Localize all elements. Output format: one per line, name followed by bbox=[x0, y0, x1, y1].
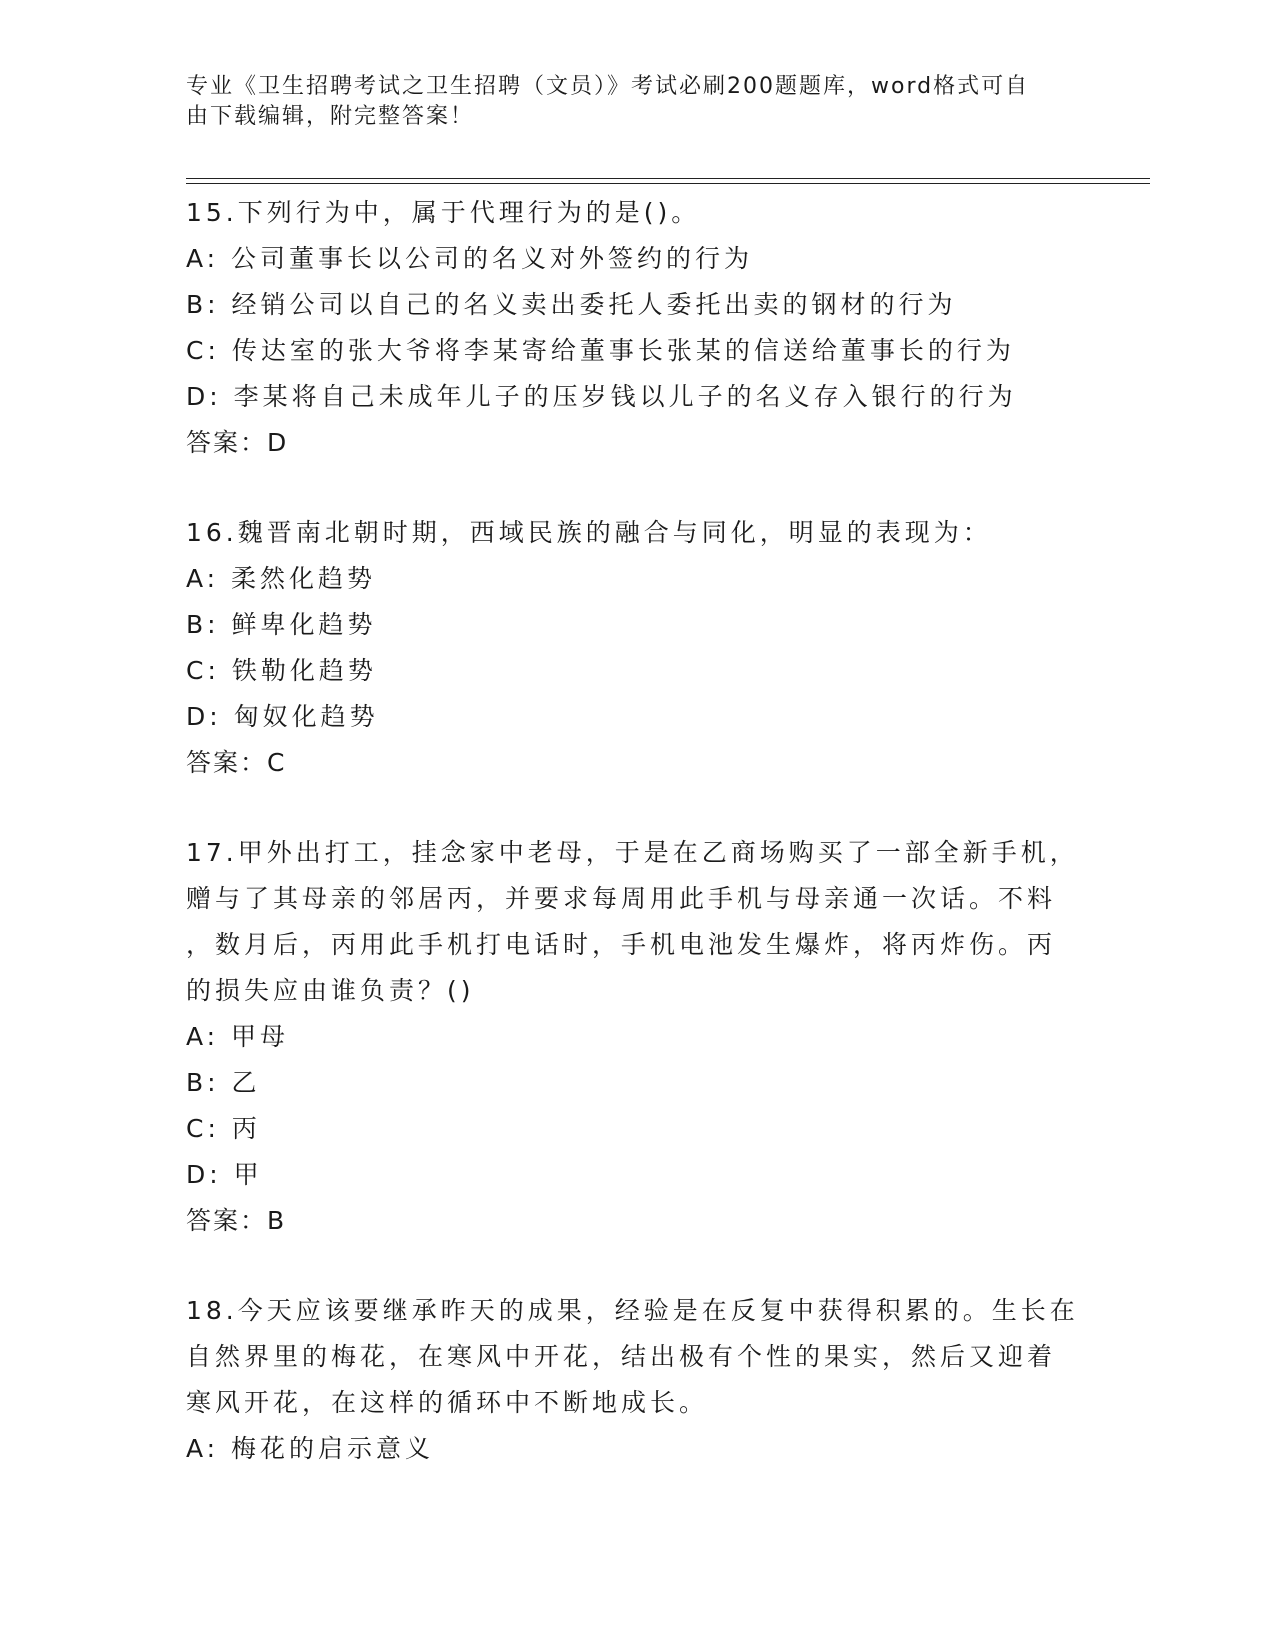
answer: 答案：C bbox=[186, 748, 287, 777]
question-stem bbox=[186, 1288, 1086, 1426]
option-b: B: 乙 bbox=[186, 1068, 261, 1097]
option-a: A: 甲母 bbox=[186, 1022, 290, 1051]
question-list bbox=[186, 190, 1086, 1516]
stem-line: 16.魏晋南北朝时期，西域民族的融合与同化，明显的表现为： bbox=[186, 518, 992, 547]
option-d: D: 匈奴化趋势 bbox=[186, 702, 379, 731]
option-a: A: 梅花的启示意义 bbox=[186, 1434, 435, 1463]
question-stem bbox=[186, 510, 1086, 556]
option-c: C: 铁勒化趋势 bbox=[186, 656, 377, 685]
header-line-1: 专业《卫生招聘考试之卫生招聘（文员）》考试必刷200题题库，word格式可自 bbox=[186, 74, 1030, 99]
question-16 bbox=[186, 510, 1086, 786]
answer: 答案：B bbox=[186, 1206, 287, 1235]
option-b: B: 鲜卑化趋势 bbox=[186, 610, 377, 639]
stem-line: 18.今天应该要继承昨天的成果，经验是在反复中获得积累的。生长在 bbox=[186, 1296, 1079, 1325]
stem-line: 17.甲外出打工，挂念家中老母，于是在乙商场购买了一部全新手机， bbox=[186, 838, 1079, 867]
header-line-2: 由下载编辑，附完整答案！ bbox=[186, 104, 475, 129]
stem-line: 的损失应由谁负责？() bbox=[186, 976, 475, 1005]
question-18 bbox=[186, 1288, 1086, 1472]
stem-line: 赠与了其母亲的邻居丙，并要求每周用此手机与母亲通一次话。不料 bbox=[186, 884, 1057, 913]
document-header bbox=[186, 72, 1066, 132]
header-divider-bottom bbox=[186, 183, 1150, 184]
stem-line: ，数月后，丙用此手机打电话时，手机电池发生爆炸，将丙炸伤。丙 bbox=[186, 930, 1057, 959]
stem-line: 自然界里的梅花，在寒风中开花，结出极有个性的果实，然后又迎着 bbox=[186, 1342, 1057, 1371]
answer: 答案：D bbox=[186, 428, 289, 457]
option-d: D: 甲 bbox=[186, 1160, 263, 1189]
option-c: C: 丙 bbox=[186, 1114, 261, 1143]
option-a: A: 公司董事长以公司的名义对外签约的行为 bbox=[186, 244, 754, 273]
stem-line: 15.下列行为中，属于代理行为的是()。 bbox=[186, 198, 701, 227]
option-b: B: 经销公司以自己的名义卖出委托人委托出卖的钢材的行为 bbox=[186, 290, 957, 319]
question-stem bbox=[186, 190, 1086, 236]
stem-line: 寒风开花，在这样的循环中不断地成长。 bbox=[186, 1388, 709, 1417]
option-a: A: 柔然化趋势 bbox=[186, 564, 377, 593]
question-15 bbox=[186, 190, 1086, 466]
question-stem bbox=[186, 830, 1086, 1014]
header-divider-top bbox=[186, 178, 1150, 179]
question-17 bbox=[186, 830, 1086, 1244]
option-c: C: 传达室的张大爷将李某寄给董事长张某的信送给董事长的行为 bbox=[186, 336, 1015, 365]
option-d: D: 李某将自己未成年儿子的压岁钱以儿子的名义存入银行的行为 bbox=[186, 382, 1017, 411]
